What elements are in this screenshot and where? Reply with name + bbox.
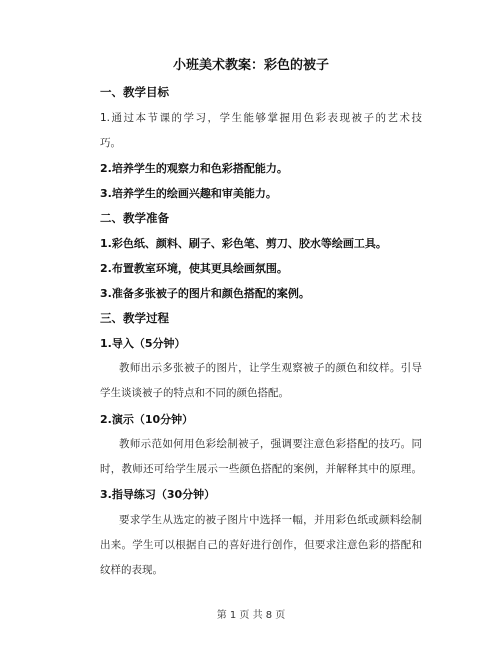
process-step-3-line-1: 要求学生从选定的被子图片中选择一幅，并用彩色纸或颜料绘制 [119,514,422,526]
process-step-2-line-2: 时，教师还可给学生展示一些颜色搭配的案例，并解释其中的原理。 [100,463,422,475]
objective-item-3: 3.培养学生的绘画兴趣和审美能力。 [100,187,277,200]
section-heading-objectives: 一、教学目标 [100,85,169,99]
section-heading-process: 三、教学过程 [100,311,169,325]
process-step-2-line-1: 教师示范如何用色彩绘制被子，强调要注意色彩搭配的技巧。同 [119,438,422,450]
process-step-3-line-2: 出来。学生可以根据自己的喜好进行创作，但要求注意色彩的搭配和 [100,539,422,551]
process-step-2-title: 2.演示（10分钟） [100,413,194,426]
process-step-1-line-2: 学生谈谈被子的特点和不同的颜色搭配。 [100,387,289,399]
preparation-item-3: 3.准备多张被子的图片和颜色搭配的案例。 [100,287,310,300]
objective-item-1-line-1: 1.通过本节课的学习，学生能够掌握用色彩表现被子的艺术技 [100,112,422,124]
process-step-1-title: 1.导入（5分钟） [100,337,186,350]
process-step-1-line-1: 教师出示多张被子的图片，让学生观察被子的颜色和纹样。引导 [119,362,422,374]
process-step-3-line-3: 纹样的表现。 [100,564,163,576]
preparation-item-2: 2.布置教室环境，使其更具绘画氛围。 [100,262,288,275]
process-step-3-title: 3.指导练习（30分钟） [100,488,216,501]
document-title: 小班美术教案：彩色的被子 [172,58,329,73]
preparation-item-1: 1.彩色纸、颜料、刷子、彩色笔、剪刀、胶水等绘画工具。 [100,237,387,250]
page-footer: 第 1 页 共 8 页 [216,610,286,621]
section-heading-preparation: 二、教学准备 [100,211,169,225]
objective-item-1-line-2: 巧。 [100,137,121,149]
objective-item-2: 2.培养学生的观察力和色彩搭配能力。 [100,162,288,175]
